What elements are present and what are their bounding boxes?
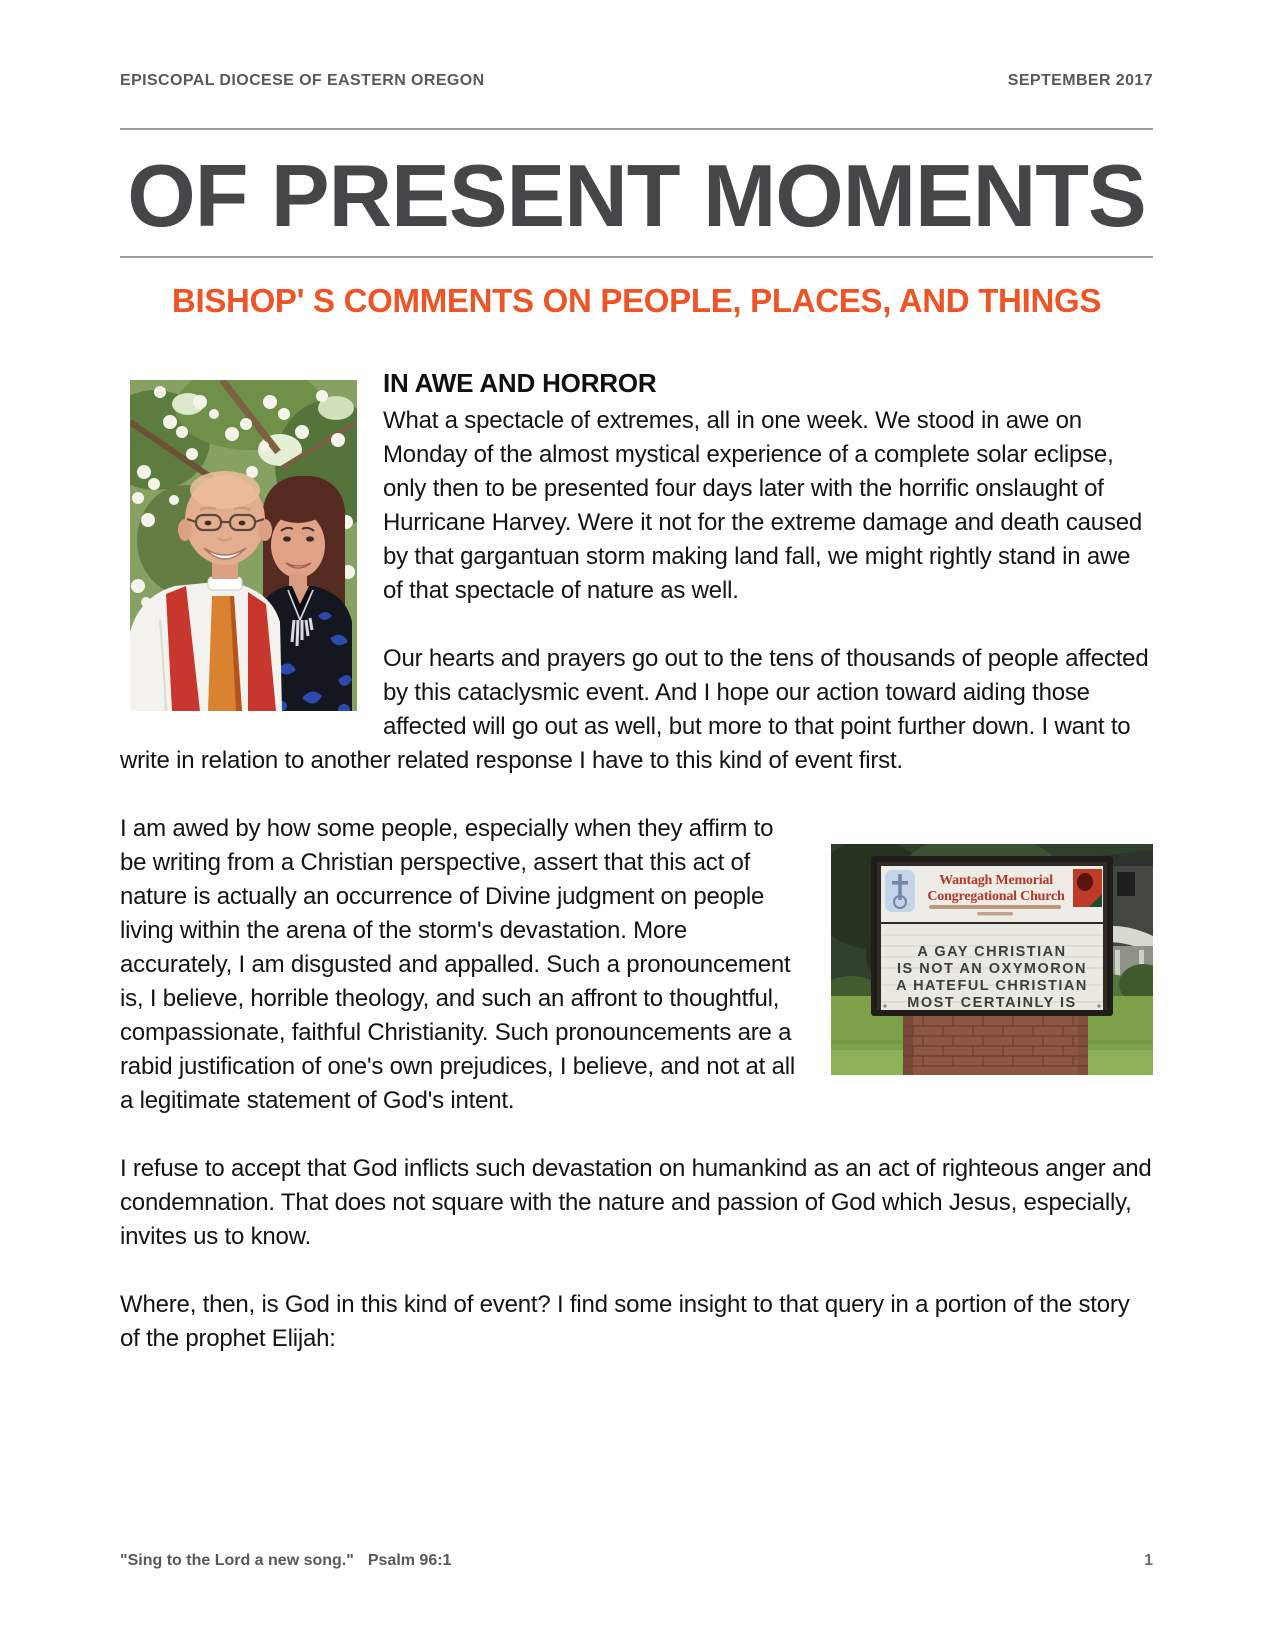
issue-date: SEPTEMBER 2017	[1007, 72, 1153, 89]
paragraph-3: I am awed by how some people, especially when they affirm to be writing from a Christian perspective, assert that this act of nature is actually an occurrence of Divine judgment on people living within the arena of the storm's devastation. More accurately, I am disgusted and appalled. Such a pronouncement is, I believe, horrible theology, and such an affront to thoughtful, compassionate, faithful Christianity. Such pronouncements are a rabid justification of one's own prejudices, I believe, and not at all a legitimate statement of God's intent.	[120, 815, 795, 1114]
article-subtitle: BISHOP' S COMMENTS ON PEOPLE, PLACES, AND THINGS	[171, 282, 1102, 319]
article-body	[120, 366, 1153, 1356]
page-number: 1	[1144, 1552, 1153, 1569]
cross-emblem-icon	[885, 870, 915, 912]
couple-photo-illustration	[130, 380, 357, 711]
sign-board	[871, 856, 1113, 1016]
article-section-awe	[120, 366, 1153, 778]
couple-photo	[130, 380, 357, 711]
church-sign-photo	[831, 844, 1153, 1075]
article-section-judgment	[120, 812, 1153, 1118]
section-heading: IN AWE AND HORROR	[383, 368, 657, 398]
church-sign-illustration	[831, 844, 1153, 1075]
paragraph-5: Where, then, is God in this kind of event? I find some insight to that query in a portion of the story of the prophet Elijah:	[120, 1291, 1130, 1352]
paragraph-2: Our hearts and prayers go out to the tens of thousands of people affected by this cataclysmic event. And I hope our action toward aiding those affected will go out as well, but more to that point further down. I want to write in relation to another related response I have to this kind of event first.	[120, 645, 1149, 774]
blurred-phone-line	[977, 912, 1013, 916]
publication-name: EPISCOPAL DIOCESE OF EASTERN OREGON	[120, 72, 485, 89]
footer-quote: "Sing to the Lord a new song."	[120, 1552, 354, 1569]
page-footer	[120, 1552, 1153, 1570]
marquee-line-3: A HATEFUL CHRISTIAN	[896, 978, 1088, 994]
flower-picture	[1073, 869, 1102, 907]
page-title: OF PRESENT MOMENTS	[127, 146, 1146, 245]
church-name-line-2: Congregational Church	[927, 889, 1065, 904]
brick-base	[899, 1008, 1092, 1075]
footer-psalm-reference: Psalm 96:1	[367, 1552, 452, 1569]
marquee-line-1: A GAY CHRISTIAN	[917, 944, 1067, 960]
paragraph-1: What a spectacle of extremes, all in one week. We stood in awe on Monday of the almost mystical experience of a complete solar eclipse, only then to be presented four days later with the horrific onslaught of Hurricane Harvey. Were it not for the extreme damage and death caused by that gargantuan storm making land fall, we might rightly stand in awe of that spectacle of nature as well.	[383, 407, 1143, 604]
blurred-info-line	[929, 905, 1061, 909]
marquee-line-4: MOST CERTAINLY IS	[907, 995, 1077, 1011]
church-name-line-1: Wantagh Memorial	[939, 873, 1053, 888]
marquee-line-2: IS NOT AN OXYMORON	[897, 961, 1087, 977]
running-header	[120, 0, 1153, 90]
footer-quote-block	[120, 1552, 451, 1570]
paragraph-4: I refuse to accept that God inflicts such devastation on humankind as an act of righteous anger and condemnation. That does not square with the nature and passion of God which Jesus, especially, invites us to know.	[120, 1155, 1152, 1250]
title-divider	[120, 256, 1153, 258]
